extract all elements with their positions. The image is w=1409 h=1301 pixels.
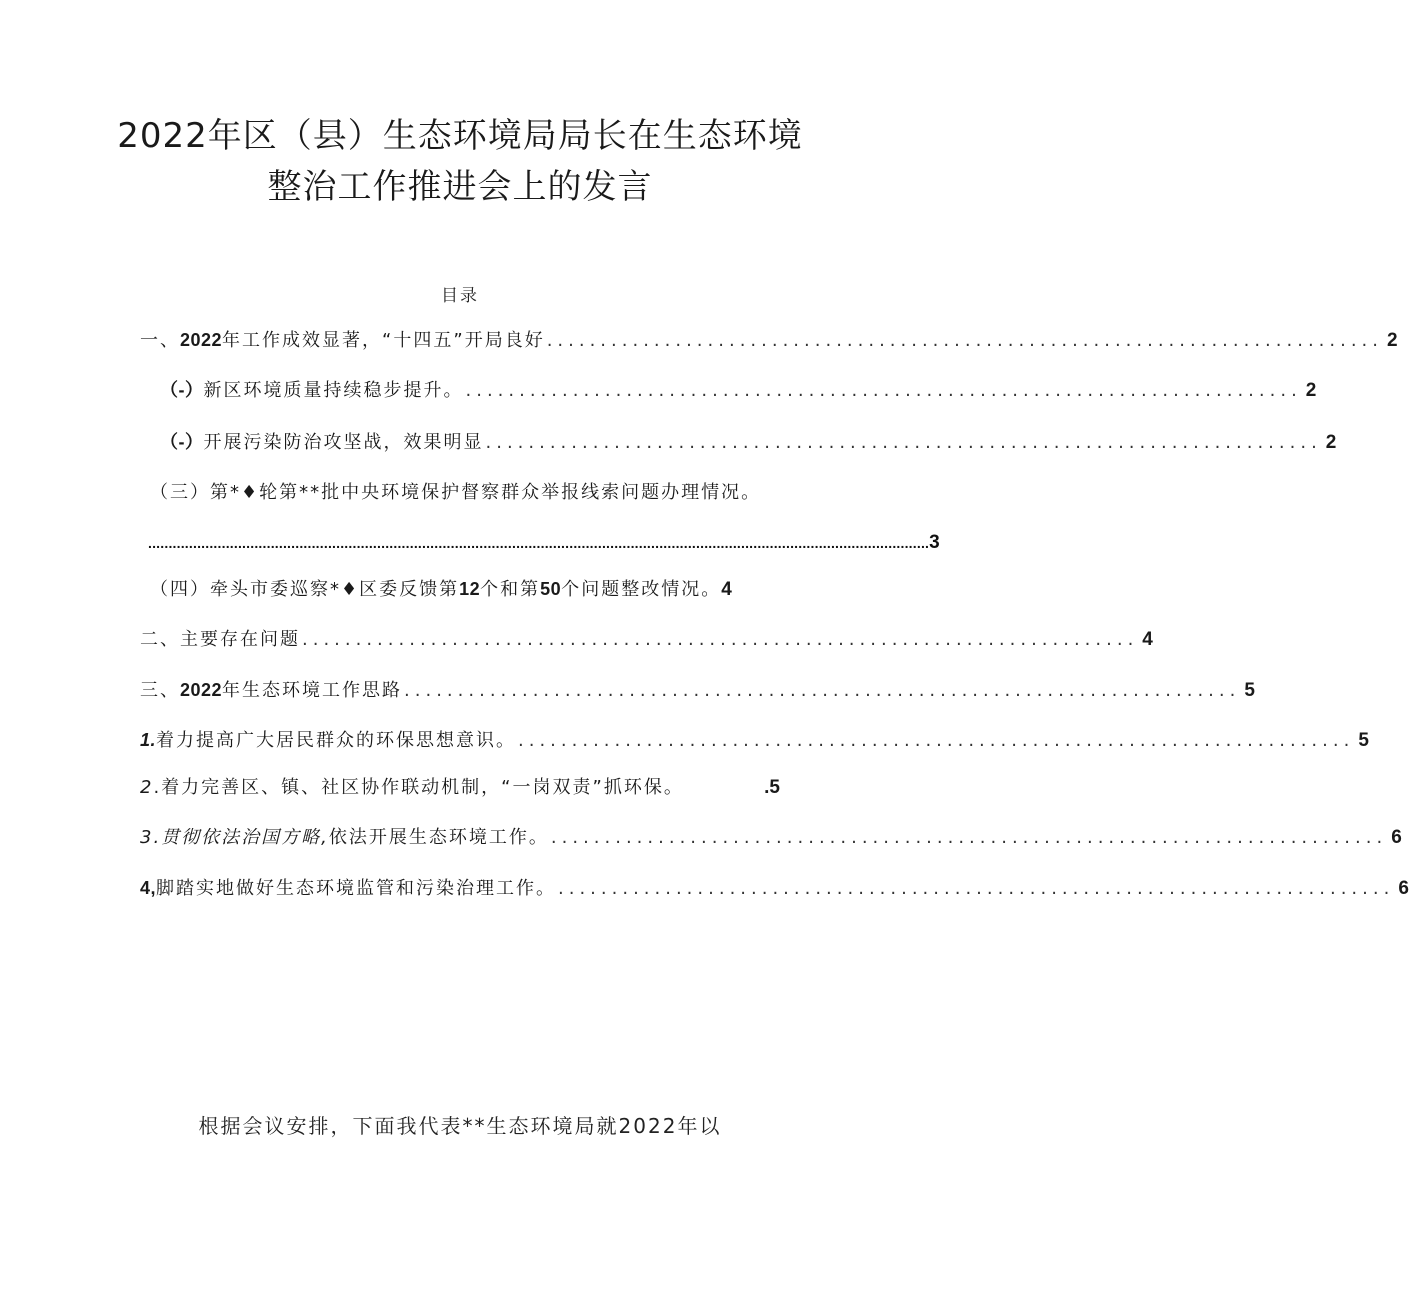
toc-leader-dots: ............................................................................................................................................................................................... xyxy=(148,535,930,551)
toc-entry-label: 三、2022年生态环境工作思路 xyxy=(140,680,403,701)
toc-leader-dots: .............................................................................. xyxy=(485,432,1322,453)
toc-entry-label: （三）第*♦轮第**批中央环境保护督察群众举报线索问题办理情况。 xyxy=(150,482,762,503)
toc-leader-dots: .............................................................................. xyxy=(404,680,1241,701)
toc-entry[interactable] xyxy=(140,725,1369,755)
toc-entry[interactable] xyxy=(140,773,780,803)
toc-entry[interactable] xyxy=(140,675,1255,705)
toc-entry[interactable] xyxy=(160,375,1317,405)
toc-page-number: 4 xyxy=(1142,629,1153,650)
toc-leader-dots: .............................................................................. xyxy=(546,330,1383,351)
toc-entry-label: （-）新区环境质量持续稳步提升。 xyxy=(160,380,464,401)
toc-entry-label: 3.贯彻依法治国方略,依法开展生态环境工作。 xyxy=(140,827,549,848)
document-title-line-1: 2022年区（县）生态环境局局长在生态环境 xyxy=(117,116,803,156)
toc-entry[interactable] xyxy=(140,823,1402,853)
toc-page-number: 2 xyxy=(1305,380,1317,401)
toc-leader-dots: .............................................................................. xyxy=(550,827,1388,848)
toc-page-number: 2 xyxy=(1387,330,1398,351)
toc-leader-dots: .............................................................................. xyxy=(518,730,1355,751)
toc-page-number: 2 xyxy=(1325,432,1337,453)
toc-page-number: 3 xyxy=(929,532,940,553)
toc-entry-label: 4,脚踏实地做好生态环境监管和污染治理工作。 xyxy=(140,878,557,899)
toc-entry-label: 二、主要存在问题 xyxy=(140,629,300,650)
toc-leader-dots: .............................................................................. xyxy=(302,629,1139,650)
toc-leader-dots: .............................................................................. xyxy=(465,380,1302,401)
toc-page-number: 6 xyxy=(1391,827,1402,848)
toc-page-number: 5 xyxy=(1358,730,1369,751)
toc-page-number: 4 xyxy=(721,579,732,600)
toc-entry-label: 1.着力提高广大居民群众的环保思想意识。 xyxy=(140,730,517,751)
toc-entry-continuation[interactable] xyxy=(148,528,940,558)
document-title-line-2: 整治工作推进会上的发言 xyxy=(267,167,653,207)
toc-page-number: 6 xyxy=(1398,878,1409,899)
toc-entry-label: （四）牵头市委巡察*♦区委反馈第12个和第50个问题整改情况。 xyxy=(150,579,722,600)
toc-entry-label: 一、2022年工作成效显著，“十四五”开局良好 xyxy=(140,330,545,351)
toc-page-number: .5 xyxy=(764,777,780,798)
toc-entry[interactable] xyxy=(150,574,786,604)
toc-entry-label: （-）开展污染防治攻坚战，效果明显 xyxy=(160,432,484,453)
toc-heading: 目录 xyxy=(441,286,479,306)
toc-leader-dots: .............................................................................. xyxy=(558,878,1395,899)
toc-entry[interactable] xyxy=(160,427,1337,457)
toc-page-number: 5 xyxy=(1244,680,1255,701)
toc-entry[interactable] xyxy=(150,478,790,508)
body-paragraph: 根据会议安排，下面我代表**生态环境局就2022年以 xyxy=(198,1114,722,1138)
toc-entry[interactable] xyxy=(140,325,1398,355)
toc-entry-label: 2.着力完善区、镇、社区协作联动机制，“一岗双责”抓环保。 xyxy=(140,777,684,798)
toc-entry[interactable] xyxy=(140,873,1409,903)
toc-entry[interactable] xyxy=(140,625,1153,655)
